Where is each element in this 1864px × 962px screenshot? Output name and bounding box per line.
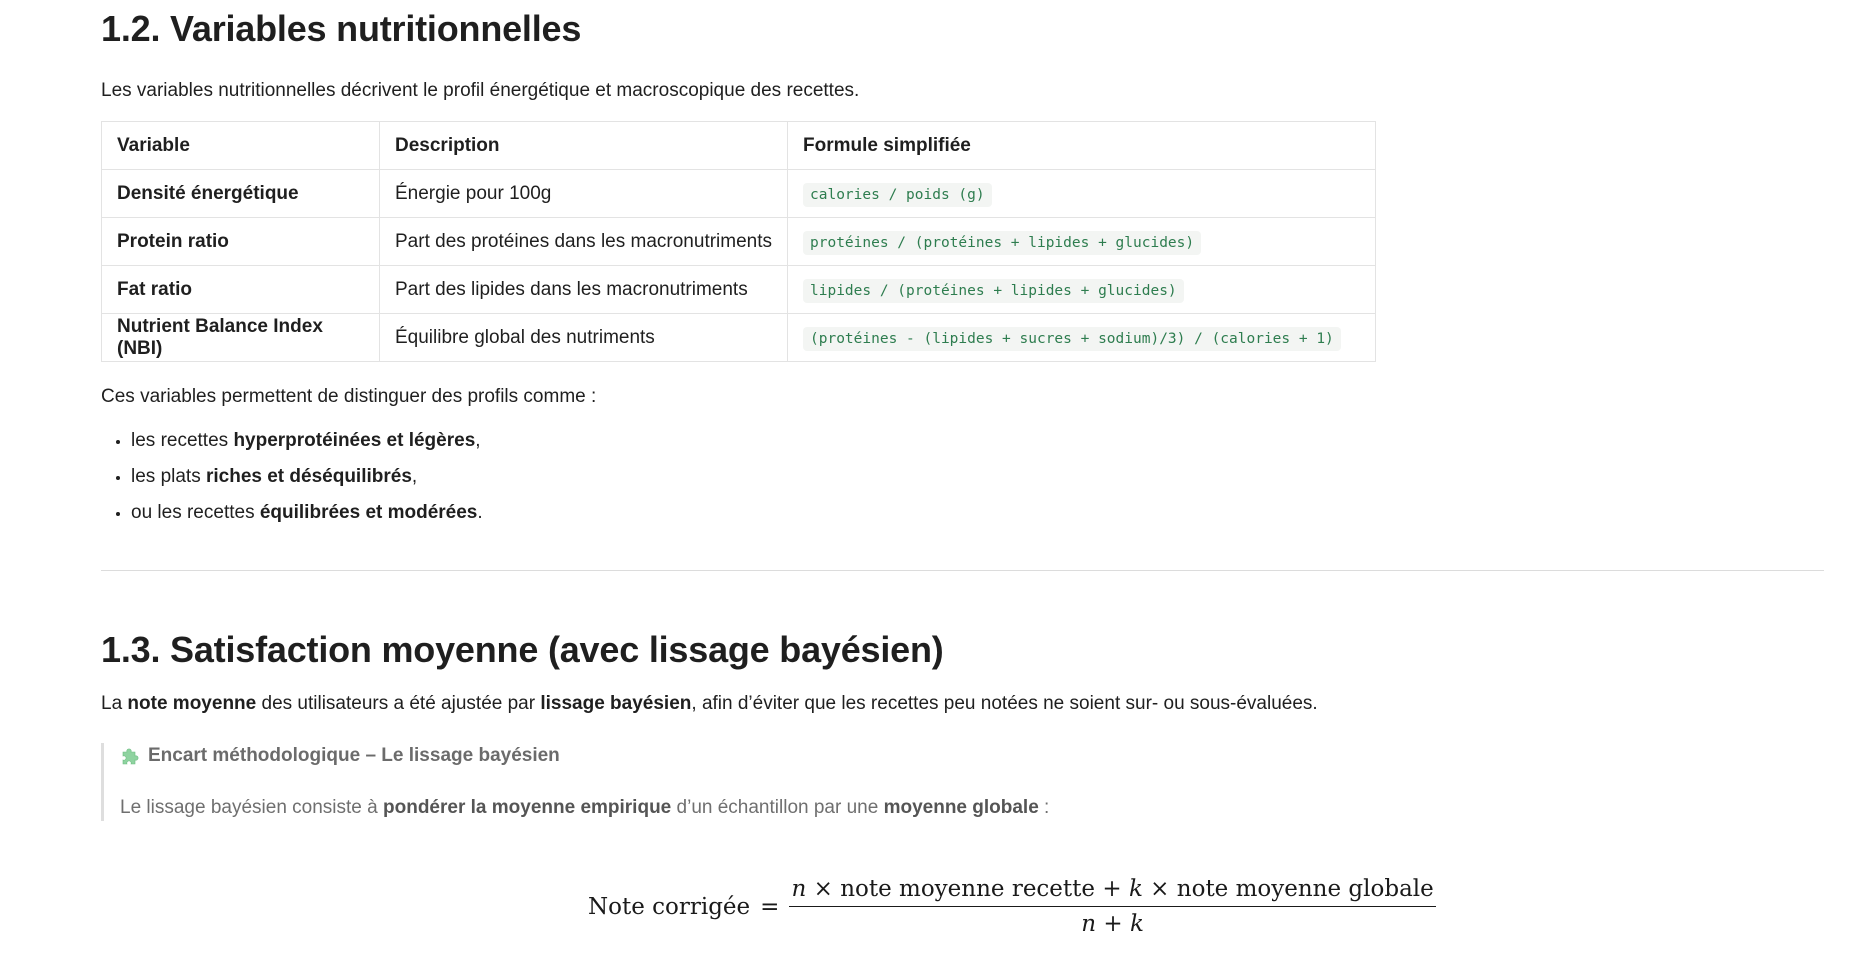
variables-table (101, 121, 1376, 362)
formula-code: calories / poids (g) (803, 183, 992, 207)
bayesian-formula (588, 876, 1436, 937)
list-item-punct: , (411, 466, 418, 487)
callout-title (120, 743, 1824, 769)
var-k: k (1128, 876, 1143, 902)
section-divider (101, 570, 1824, 571)
equals-sign: = (760, 893, 780, 920)
cell-description: Énergie pour 100g (380, 170, 788, 218)
cell-variable: Protein ratio (102, 218, 380, 266)
cell-formula (788, 170, 1376, 218)
list-item (131, 428, 1824, 454)
lead-text: des utilisateurs a été ajustée par (256, 693, 541, 714)
lead-text: , afin d’éviter que les recettes peu notées ne soient sur- ou sous-évaluées. (691, 693, 1318, 714)
formula-fraction (789, 876, 1435, 937)
formula-lhs: Note corrigée (588, 893, 751, 920)
section-lead (101, 691, 1824, 717)
formula-code: (protéines - (lipides + sucres + sodium)/3) / (calories + 1) (803, 327, 1341, 351)
cell-variable: Densité énergétique (102, 170, 380, 218)
callout-bold: moyenne globale (883, 797, 1039, 818)
var-n: n (1081, 911, 1097, 937)
cell-formula (788, 314, 1376, 362)
header-formula: Formule simplifiée (788, 122, 1376, 170)
list-item (131, 464, 1824, 490)
table-header-row (102, 122, 1376, 170)
callout-text: Le lissage bayésien consiste à (120, 797, 383, 818)
cell-formula (788, 218, 1376, 266)
callout-title-text: Encart méthodologique – Le lissage bayésien (148, 745, 560, 766)
section-satisfaction (101, 627, 1824, 821)
formula-numerator: n × note moyenne recette + k × note moyenne globale (789, 876, 1435, 907)
list-item (131, 500, 1824, 526)
list-item-bold: hyperprotéinées et légères (233, 430, 476, 451)
section-title-satisfaction: 1.3. Satisfaction moyenne (avec lissage bayésien) (101, 629, 944, 670)
header-variable: Variable (102, 122, 380, 170)
term-recipe-mean: note moyenne recette (840, 876, 1096, 902)
puzzle-icon (120, 746, 140, 766)
section-title-nutrition: 1.2. Variables nutritionnelles (101, 8, 582, 49)
callout-body (120, 795, 1824, 821)
list-item-text: ou les recettes (131, 502, 260, 523)
list-item-text: les recettes (131, 430, 234, 451)
table-row (102, 170, 1376, 218)
section-intro: Les variables nutritionnelles décrivent le profil énergétique et macroscopique des recettes. (101, 80, 860, 101)
profiles-lead: Ces variables permettent de distinguer des profils comme : (101, 386, 597, 407)
var-n: n (791, 876, 807, 902)
cell-description: Part des lipides dans les macronutriments (380, 266, 788, 314)
list-item-bold: équilibrées et modérées (259, 502, 478, 523)
table-row (102, 266, 1376, 314)
header-description: Description (380, 122, 788, 170)
table-row (102, 314, 1376, 362)
profiles-list (101, 428, 1824, 526)
cell-description: Part des protéines dans les macronutriments (380, 218, 788, 266)
lead-text: La (101, 693, 128, 714)
callout-text: : (1038, 797, 1050, 818)
list-item-punct: , (475, 430, 481, 451)
callout-text: d’un échantillon par une (671, 797, 884, 818)
cell-description: Équilibre global des nutriments (380, 314, 788, 362)
cell-formula (788, 266, 1376, 314)
cell-variable: Nutrient Balance Index (NBI) (102, 314, 380, 362)
list-item-bold: riches et déséquilibrés (205, 466, 412, 487)
table-row (102, 218, 1376, 266)
methodology-callout (101, 743, 1824, 821)
term-global-mean: note moyenne globale (1176, 876, 1434, 902)
formula-denominator: n + k (1081, 911, 1144, 937)
cell-variable: Fat ratio (102, 266, 380, 314)
formula-code: lipides / (protéines + lipides + glucides) (803, 279, 1184, 303)
list-item-punct: . (477, 502, 483, 523)
callout-bold: pondérer la moyenne empirique (383, 797, 672, 818)
formula-code: protéines / (protéines + lipides + glucides) (803, 231, 1201, 255)
lead-bold: note moyenne (127, 693, 257, 714)
list-item-text: les plats (131, 466, 206, 487)
var-k: k (1130, 911, 1144, 937)
lead-bold: lissage bayésien (540, 693, 692, 714)
